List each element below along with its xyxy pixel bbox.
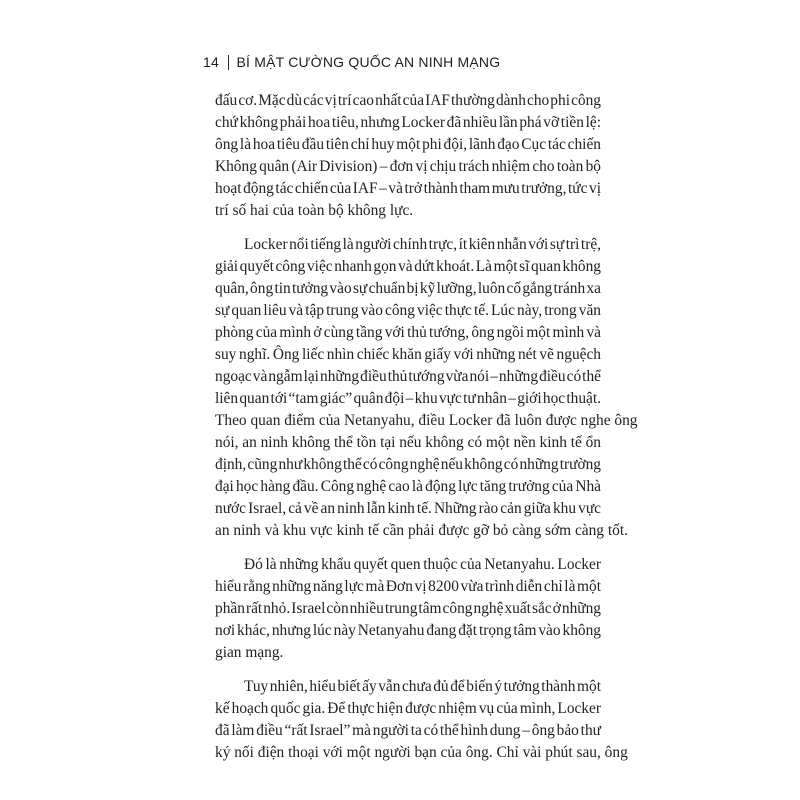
text-line: Locker nổi tiếng là người chính trực, ít kiên nhẫn với sự trì trệ, bbox=[244, 236, 601, 253]
text-line: chứ không phải hoa tiêu, nhưng Locker đã nhiều lần phá vỡ tiền lệ: bbox=[215, 114, 601, 131]
running-header bbox=[203, 54, 500, 70]
text-line: ngoạc và ngẫm lại những điều thủ tướng vừa nói – những điều có thể bbox=[215, 368, 601, 385]
paragraph bbox=[215, 676, 628, 764]
text-line: sự quan liêu và tập trung vào công việc thực tế. Lúc này, trong văn bbox=[215, 302, 601, 319]
text-line: gian mạng. bbox=[215, 644, 284, 661]
text-line: ký nối điện thoại với một người bạn của ông. Chỉ vài phút sau, ông bbox=[215, 744, 628, 761]
page-number: 14 bbox=[203, 54, 219, 70]
text-line: Đó là những khẩu quyết quen thuộc của Netanyahu. Locker bbox=[244, 556, 601, 573]
text-line: ông là hoa tiêu đầu tiên chỉ huy một phi đội, lãnh đạo Cục tác chiến bbox=[215, 136, 601, 153]
text-line: hiểu rằng những năng lực mà Đơn vị 8200 vừa trình diễn chỉ là một bbox=[215, 578, 601, 595]
text-line: Không quân (Air Division) – đơn vị chịu trách nhiệm cho toàn bộ bbox=[215, 158, 601, 175]
text-line: nơi khác, nhưng lúc này Netanyahu đang đặt trọng tâm vào không bbox=[215, 622, 601, 639]
text-line: Tuy nhiên, hiểu biết ấy vẫn chưa đủ để biến ý tưởng thành một bbox=[244, 678, 601, 695]
paragraph bbox=[215, 90, 601, 222]
text-line: hoạt động tác chiến của IAF – và trở thành tham mưu trưởng, tức vị bbox=[215, 180, 601, 197]
text-line: suy nghĩ. Ông liếc nhìn chiếc khăn giấy với những nét vẽ nguệch bbox=[215, 346, 601, 363]
text-line: nước Israel, cả về an ninh lẫn kinh tế. Những rào cản giữa khu vực bbox=[215, 500, 601, 517]
text-line: đấu cơ. Mặc dù các vị trí cao nhất của IAF thường dành cho phi công bbox=[215, 92, 601, 109]
text-line: quân, ông tin tưởng vào sự chuẩn bị kỹ lưỡng, luôn cố gắng tránh xa bbox=[215, 280, 601, 297]
text-line: phần rất nhỏ. Israel còn nhiều trung tâm công nghệ xuất sắc ở những bbox=[215, 600, 601, 617]
text-line: phòng của mình ở cùng tầng với thủ tướng, ông ngồi một mình và bbox=[215, 324, 601, 341]
paragraph bbox=[215, 554, 601, 664]
header-separator bbox=[228, 55, 230, 70]
text-line: kế hoạch quốc gia. Để thực hiện được nhiệm vụ của mình, Locker bbox=[215, 700, 601, 717]
book-title: BÍ MẬT CƯỜNG QUỐC AN NINH MẠNG bbox=[236, 54, 501, 70]
paragraph bbox=[215, 234, 638, 542]
text-line: Theo quan điểm của Netanyahu, điều Locker đã luôn được nghe ông bbox=[215, 412, 638, 429]
text-line: đại học hàng đầu. Công nghệ cao là động lực tăng trưởng của Nhà bbox=[215, 478, 601, 495]
text-line: đã làm điều “rất Israel” mà người ta có thể hình dung – ông bảo thư bbox=[215, 722, 601, 739]
text-line: giải quyết công việc nhanh gọn và dứt khoát. Là một sĩ quan không bbox=[215, 258, 601, 275]
body-text bbox=[215, 90, 638, 764]
text-line: nói, an ninh không thể tồn tại nếu không có một nền kinh tế ổn bbox=[215, 434, 601, 451]
text-line: trí số hai của toàn bộ không lực. bbox=[215, 202, 414, 219]
text-line: định, cũng như không thể có công nghệ nếu không có những trường bbox=[215, 456, 601, 473]
text-line: liên quan tới “tam giác” quân đội – khu vực tư nhân – giới học thuật. bbox=[215, 390, 601, 407]
text-line: an ninh và khu vực kinh tế cần phải được gỡ bỏ càng sớm càng tốt. bbox=[215, 522, 628, 539]
